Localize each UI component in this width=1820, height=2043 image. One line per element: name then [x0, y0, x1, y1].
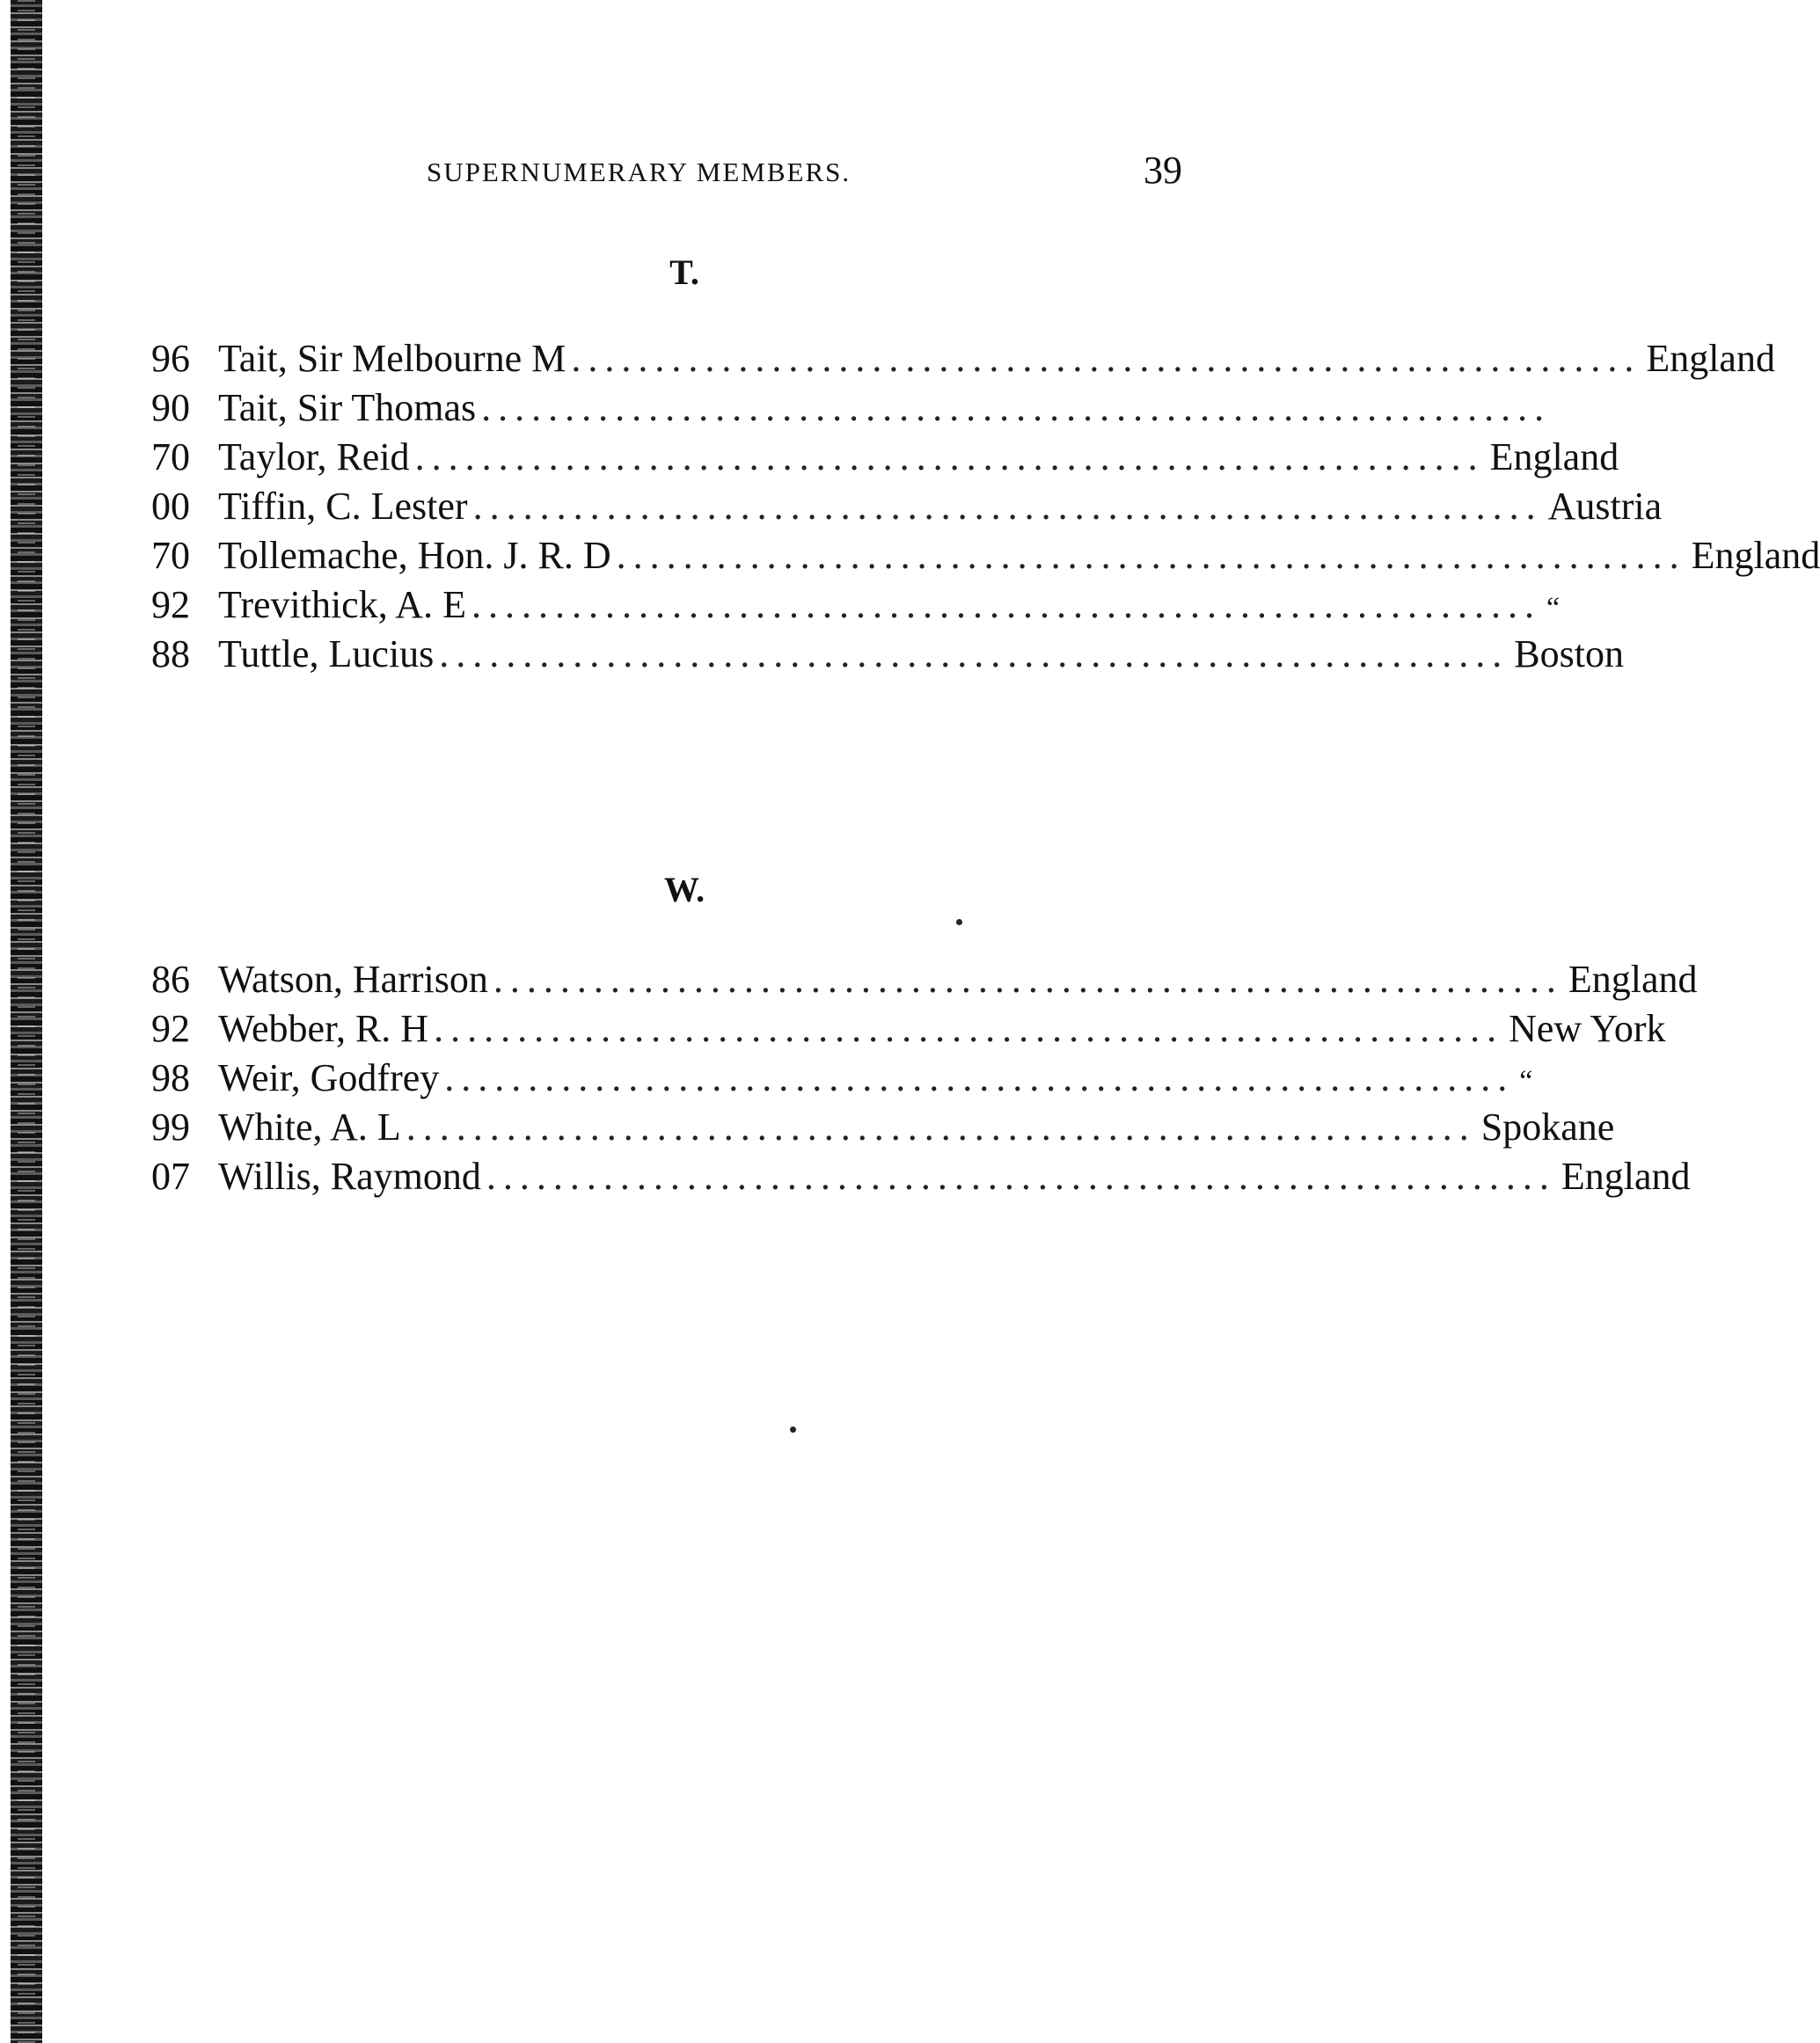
dot-leader: ................................................................	[434, 1007, 1504, 1050]
entry-place: England	[1489, 435, 1619, 478]
list-item	[151, 433, 1619, 482]
dot-leader: ................................................................	[472, 485, 1543, 528]
dot-leader: ................................................................	[414, 435, 1485, 478]
entry-name: White, A. L	[218, 1105, 401, 1149]
entry-place: New York	[1509, 1007, 1666, 1050]
dot-leader: ................................................................	[486, 1155, 1556, 1198]
list-item	[151, 955, 1698, 1004]
list-item	[151, 1004, 1666, 1054]
entry-year: 86	[151, 958, 190, 1001]
entry-place: Boston	[1514, 632, 1624, 675]
entry-place: Spokane	[1480, 1105, 1615, 1149]
list-item	[151, 334, 1775, 383]
entry-name: Tait, Sir Melbourne M	[218, 337, 566, 380]
section-heading-t: T.	[669, 252, 699, 292]
entry-name: Tait, Sir Thomas	[218, 386, 477, 429]
dot-leader: ................................................................	[493, 958, 1563, 1001]
entry-place-ditto: “	[1519, 1065, 1533, 1098]
entry-name: Tiffin, C. Lester	[218, 485, 468, 528]
entry-name: Willis, Raymond	[218, 1155, 481, 1198]
entry-year: 00	[151, 485, 190, 528]
print-speck	[790, 1426, 796, 1433]
entry-name: Taylor, Reid	[218, 435, 410, 478]
entry-place: England	[1691, 534, 1820, 577]
list-item	[151, 482, 1663, 531]
dot-leader: ................................................................	[406, 1105, 1476, 1149]
entry-year: 98	[151, 1056, 190, 1099]
entry-year: 99	[151, 1105, 190, 1149]
list-item	[151, 1103, 1615, 1152]
page-binding-edge	[11, 0, 42, 2043]
list-item	[151, 383, 1552, 433]
dot-leader: ................................................................	[439, 632, 1509, 675]
entry-year: 07	[151, 1155, 190, 1198]
entry-name: Tuttle, Lucius	[218, 632, 435, 675]
running-head: SUPERNUMERARY MEMBERS.	[427, 157, 852, 187]
entry-place: England	[1561, 1155, 1691, 1198]
entry-year: 96	[151, 337, 190, 380]
dot-leader: ................................................................	[444, 1056, 1515, 1099]
entry-year: 88	[151, 632, 190, 675]
section-heading-w: W.	[663, 870, 705, 909]
entry-year: 70	[151, 435, 190, 478]
dot-leader: ................................................................	[481, 386, 1552, 429]
dot-leader: ................................................................	[471, 583, 1541, 626]
entry-place: England	[1568, 958, 1698, 1001]
entry-year: 92	[151, 583, 190, 626]
entry-year: 92	[151, 1007, 190, 1050]
list-item	[151, 1054, 1533, 1103]
print-speck	[956, 919, 962, 925]
entry-name: Webber, R. H	[218, 1007, 429, 1050]
entry-place-ditto: “	[1546, 592, 1561, 624]
entry-name: Watson, Harrison	[218, 958, 488, 1001]
entry-name: Tollemache, Hon. J. R. D	[218, 534, 611, 577]
dot-leader: ................................................................	[571, 337, 1641, 380]
list-item	[151, 531, 1820, 580]
dot-leader: ................................................................	[616, 534, 1686, 577]
list-item	[151, 580, 1561, 630]
page-number: 39	[1144, 149, 1182, 192]
entry-name: Trevithick, A. E	[218, 583, 466, 626]
list-item	[151, 1152, 1691, 1201]
entry-place: Austria	[1547, 485, 1663, 528]
list-item	[151, 630, 1624, 679]
entry-year: 90	[151, 386, 190, 429]
entry-year: 70	[151, 534, 190, 577]
entry-name: Weir, Godfrey	[218, 1056, 440, 1099]
entry-place: England	[1646, 337, 1775, 380]
